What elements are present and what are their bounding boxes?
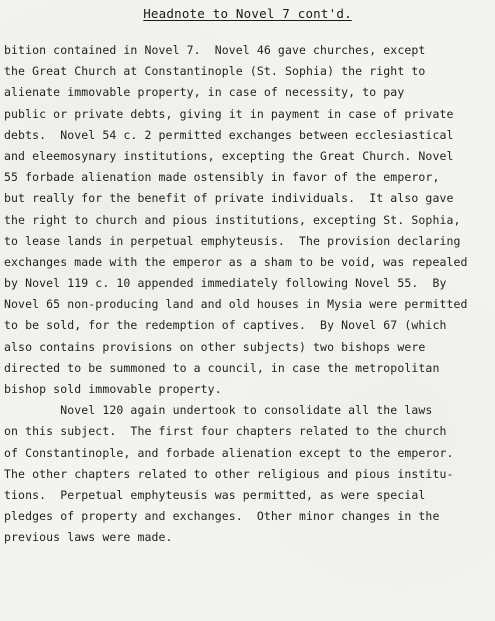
text-line: but really for the benefit of private individuals. It also gave bbox=[4, 191, 454, 206]
text-line: alienate immovable property, in case of necessity, to pay bbox=[4, 85, 405, 100]
text-line: of Constantinople, and forbade alienation except to the emperor. bbox=[4, 445, 454, 460]
text-line: by Novel 119 c. 10 appended immediately following Novel 55. By bbox=[4, 276, 447, 291]
text-line: pledges of property and exchanges. Other minor changes in the bbox=[4, 509, 440, 524]
text-line: Novel 65 non-producing land and old houses in Mysia were permitted bbox=[4, 297, 468, 312]
text-line: to be sold, for the redemption of captives. By Novel 67 (which bbox=[4, 318, 447, 333]
text-line: the Great Church at Constantinople (St. Sophia) the right to bbox=[4, 64, 426, 79]
text-line: exchanges made with the emperor as a sham to be void, was repealed bbox=[4, 254, 468, 269]
text-line: also contains provisions on other subjects) two bishops were bbox=[4, 339, 426, 354]
text-line: on this subject. The first four chapters related to the church bbox=[4, 424, 447, 439]
text-line: tions. Perpetual emphyteusis was permitted, as were special bbox=[4, 487, 426, 502]
text-line: public or private debts, giving it in payment in case of private bbox=[4, 106, 454, 121]
body-text bbox=[4, 40, 494, 549]
text-line: previous laws were made. bbox=[4, 530, 173, 545]
text-line: 55 forbade alienation made ostensibly in favor of the emperor, bbox=[4, 170, 440, 185]
text-line: The other chapters related to other religious and pious institu- bbox=[4, 466, 454, 481]
text-line: to lease lands in perpetual emphyteusis. The provision declaring bbox=[4, 233, 461, 248]
page-heading bbox=[0, 6, 495, 21]
text-line: Novel 120 again undertook to consolidate all the laws bbox=[4, 403, 433, 418]
text-line: the right to church and pious institutions, excepting St. Sophia, bbox=[4, 212, 461, 227]
text-line: debts. Novel 54 c. 2 permitted exchanges between ecclesiastical bbox=[4, 127, 454, 142]
text-line: bition contained in Novel 7. Novel 46 gave churches, except bbox=[4, 43, 426, 57]
text-line: directed to be summoned to a council, in case the metropolitan bbox=[4, 360, 440, 375]
heading-text: Headnote to Novel 7 cont'd. bbox=[143, 6, 352, 21]
text-line: and eleemosynary institutions, excepting the Great Church. Novel bbox=[4, 148, 454, 163]
text-line: bishop sold immovable property. bbox=[4, 382, 222, 396]
